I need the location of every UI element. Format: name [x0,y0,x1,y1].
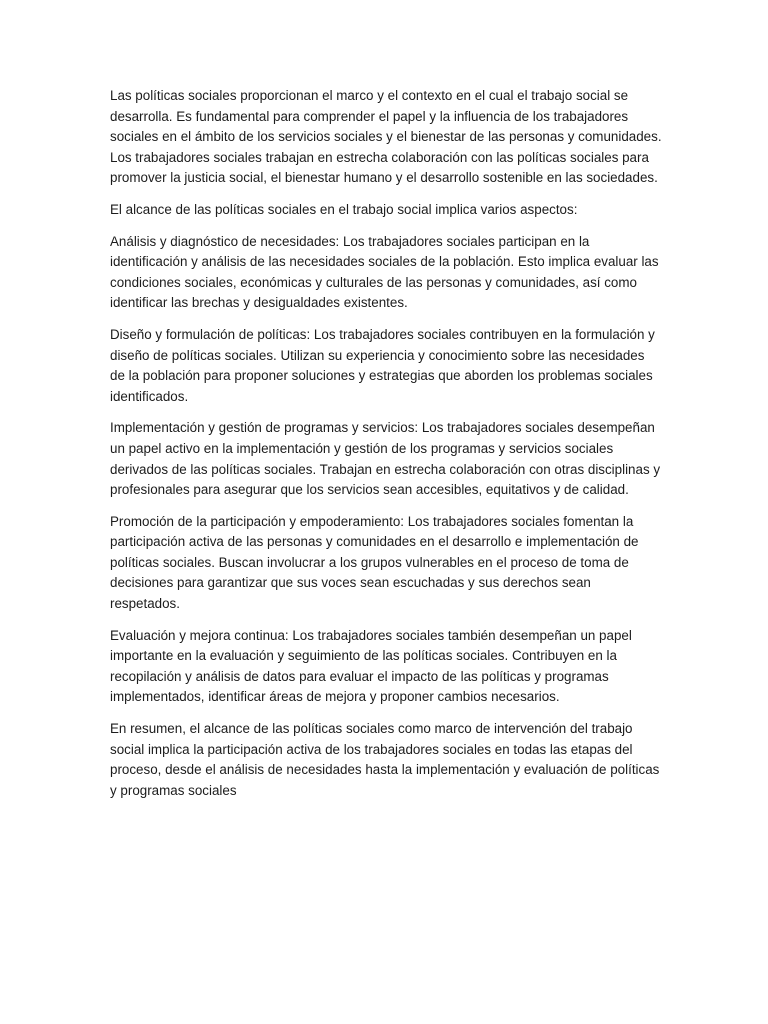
document-body [110,86,662,812]
paragraph-summary: En resumen, el alcance de las políticas sociales como marco de intervención del trabajo social implica la participación activa de los trabajadores sociales en todas las etapas del proceso, desde el análisis de necesidades hasta la implementación y evaluación de políticas y programas sociales [110,721,660,798]
paragraph-implementation: Implementación y gestión de programas y servicios: Los trabajadores sociales desempeñan un papel activo en la implementación y gestión de los programas y servicios sociales derivados de las políticas sociales. Trabajan en estrecha colaboración con otras disciplinas y profesionales para asegurar que los servicios sean accesibles, equitativos y de calidad. [110,420,661,498]
paragraph-analysis: Análisis y diagnóstico de necesidades: Los trabajadores sociales participan en la identificación y análisis de las necesidades sociales de la población. Esto implica evaluar las condiciones sociales, económicas y culturales de las personas y comunidades, así como identificar las brechas y desigualdades existentes. [110,233,659,311]
paragraph-design: Diseño y formulación de políticas: Los trabajadores sociales contribuyen en la formulación y diseño de políticas sociales. Utilizan su experiencia y conocimiento sobre las necesidades de la población para proponer soluciones y estrategias que aborden los problemas sociales identificados. [110,326,655,404]
paragraph-participation: Promoción de la participación y empoderamiento: Los trabajadores sociales fomentan la participación activa de las personas y comunidades en el desarrollo e implementación de políticas sociales. Buscan involucrar a los grupos vulnerables en el proceso de toma de decisiones para garantizar que sus voces sean escuchadas y sus derechos sean respetados. [110,513,639,612]
paragraph-intro: Las políticas sociales proporcionan el marco y el contexto en el cual el trabajo social se desarrolla. Es fundamental para comprender el papel y la influencia de los trabajadores sociales en el ámbito de los servicios sociales y el bienestar de las personas y comunidades. Los trabajadores sociales trabajan en estrecha colaboración con las políticas sociales para promover la justicia social, el bienestar humano y el desarrollo sostenible en las sociedades. [110,88,662,186]
paragraph-scope: El alcance de las políticas sociales en el trabajo social implica varios aspectos: [110,201,578,217]
paragraph-evaluation: Evaluación y mejora continua: Los trabajadores sociales también desempeñan un papel importante en la evaluación y seguimiento de las políticas sociales. Contribuyen en la recopilación y análisis de datos para evaluar el impacto de las políticas y programas implementados, identificar áreas de mejora y proponer cambios necesarios. [110,627,632,705]
